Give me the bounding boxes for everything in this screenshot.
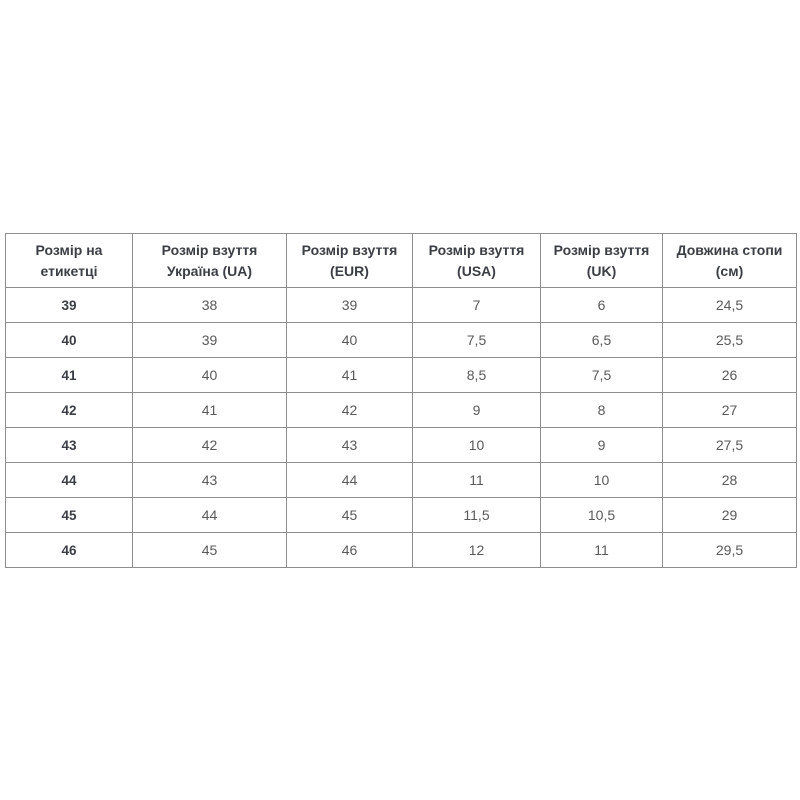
- table-cell: 44: [6, 463, 133, 498]
- table-cell: 24,5: [663, 288, 797, 323]
- table-cell: 25,5: [663, 323, 797, 358]
- table-cell: 27,5: [663, 428, 797, 463]
- table-row: [6, 358, 797, 393]
- table-cell: 29: [663, 498, 797, 533]
- table-cell: 11: [541, 533, 663, 568]
- size-conversion-table: [5, 233, 797, 568]
- table-row: [6, 498, 797, 533]
- column-header-foot-length: Довжина стопи (см): [663, 234, 797, 288]
- header-row: [6, 234, 797, 288]
- table-cell: 29,5: [663, 533, 797, 568]
- table-cell: 43: [287, 428, 413, 463]
- table-cell: 41: [287, 358, 413, 393]
- table-cell: 6,5: [541, 323, 663, 358]
- table-cell: 40: [6, 323, 133, 358]
- table-cell: 46: [287, 533, 413, 568]
- table-cell: 7,5: [413, 323, 541, 358]
- table-row: [6, 288, 797, 323]
- table-cell: 42: [133, 428, 287, 463]
- table-cell: 40: [133, 358, 287, 393]
- table-cell: 40: [287, 323, 413, 358]
- table-cell: 44: [287, 463, 413, 498]
- table-cell: 42: [287, 393, 413, 428]
- table-row: [6, 393, 797, 428]
- table-cell: 9: [413, 393, 541, 428]
- table-cell: 11,5: [413, 498, 541, 533]
- table-cell: 43: [133, 463, 287, 498]
- column-header-eur-size: Розмір взуття (EUR): [287, 234, 413, 288]
- table-cell: 11: [413, 463, 541, 498]
- table-cell: 8: [541, 393, 663, 428]
- table-cell: 41: [133, 393, 287, 428]
- table-cell: 43: [6, 428, 133, 463]
- table-cell: 39: [133, 323, 287, 358]
- table-cell: 8,5: [413, 358, 541, 393]
- table-cell: 45: [133, 533, 287, 568]
- table-row: [6, 323, 797, 358]
- table-row: [6, 428, 797, 463]
- table-cell: 6: [541, 288, 663, 323]
- table-cell: 10: [413, 428, 541, 463]
- table-cell: 38: [133, 288, 287, 323]
- table-cell: 46: [6, 533, 133, 568]
- column-header-ua-size: Розмір взуття Україна (UA): [133, 234, 287, 288]
- table-cell: 27: [663, 393, 797, 428]
- column-header-uk-size: Розмір взуття (UK): [541, 234, 663, 288]
- table-cell: 26: [663, 358, 797, 393]
- table-cell: 7,5: [541, 358, 663, 393]
- table-cell: 45: [6, 498, 133, 533]
- table-cell: 39: [6, 288, 133, 323]
- table-cell: 44: [133, 498, 287, 533]
- table-cell: 7: [413, 288, 541, 323]
- table-row: [6, 463, 797, 498]
- table-cell: 28: [663, 463, 797, 498]
- table-cell: 41: [6, 358, 133, 393]
- table-cell: 39: [287, 288, 413, 323]
- table-cell: 12: [413, 533, 541, 568]
- column-header-label-size: Розмір на етикетці: [6, 234, 133, 288]
- table-cell: 9: [541, 428, 663, 463]
- table-cell: 45: [287, 498, 413, 533]
- table-cell: 10,5: [541, 498, 663, 533]
- column-header-usa-size: Розмір взуття (USA): [413, 234, 541, 288]
- table-cell: 42: [6, 393, 133, 428]
- table-row: [6, 533, 797, 568]
- table-cell: 10: [541, 463, 663, 498]
